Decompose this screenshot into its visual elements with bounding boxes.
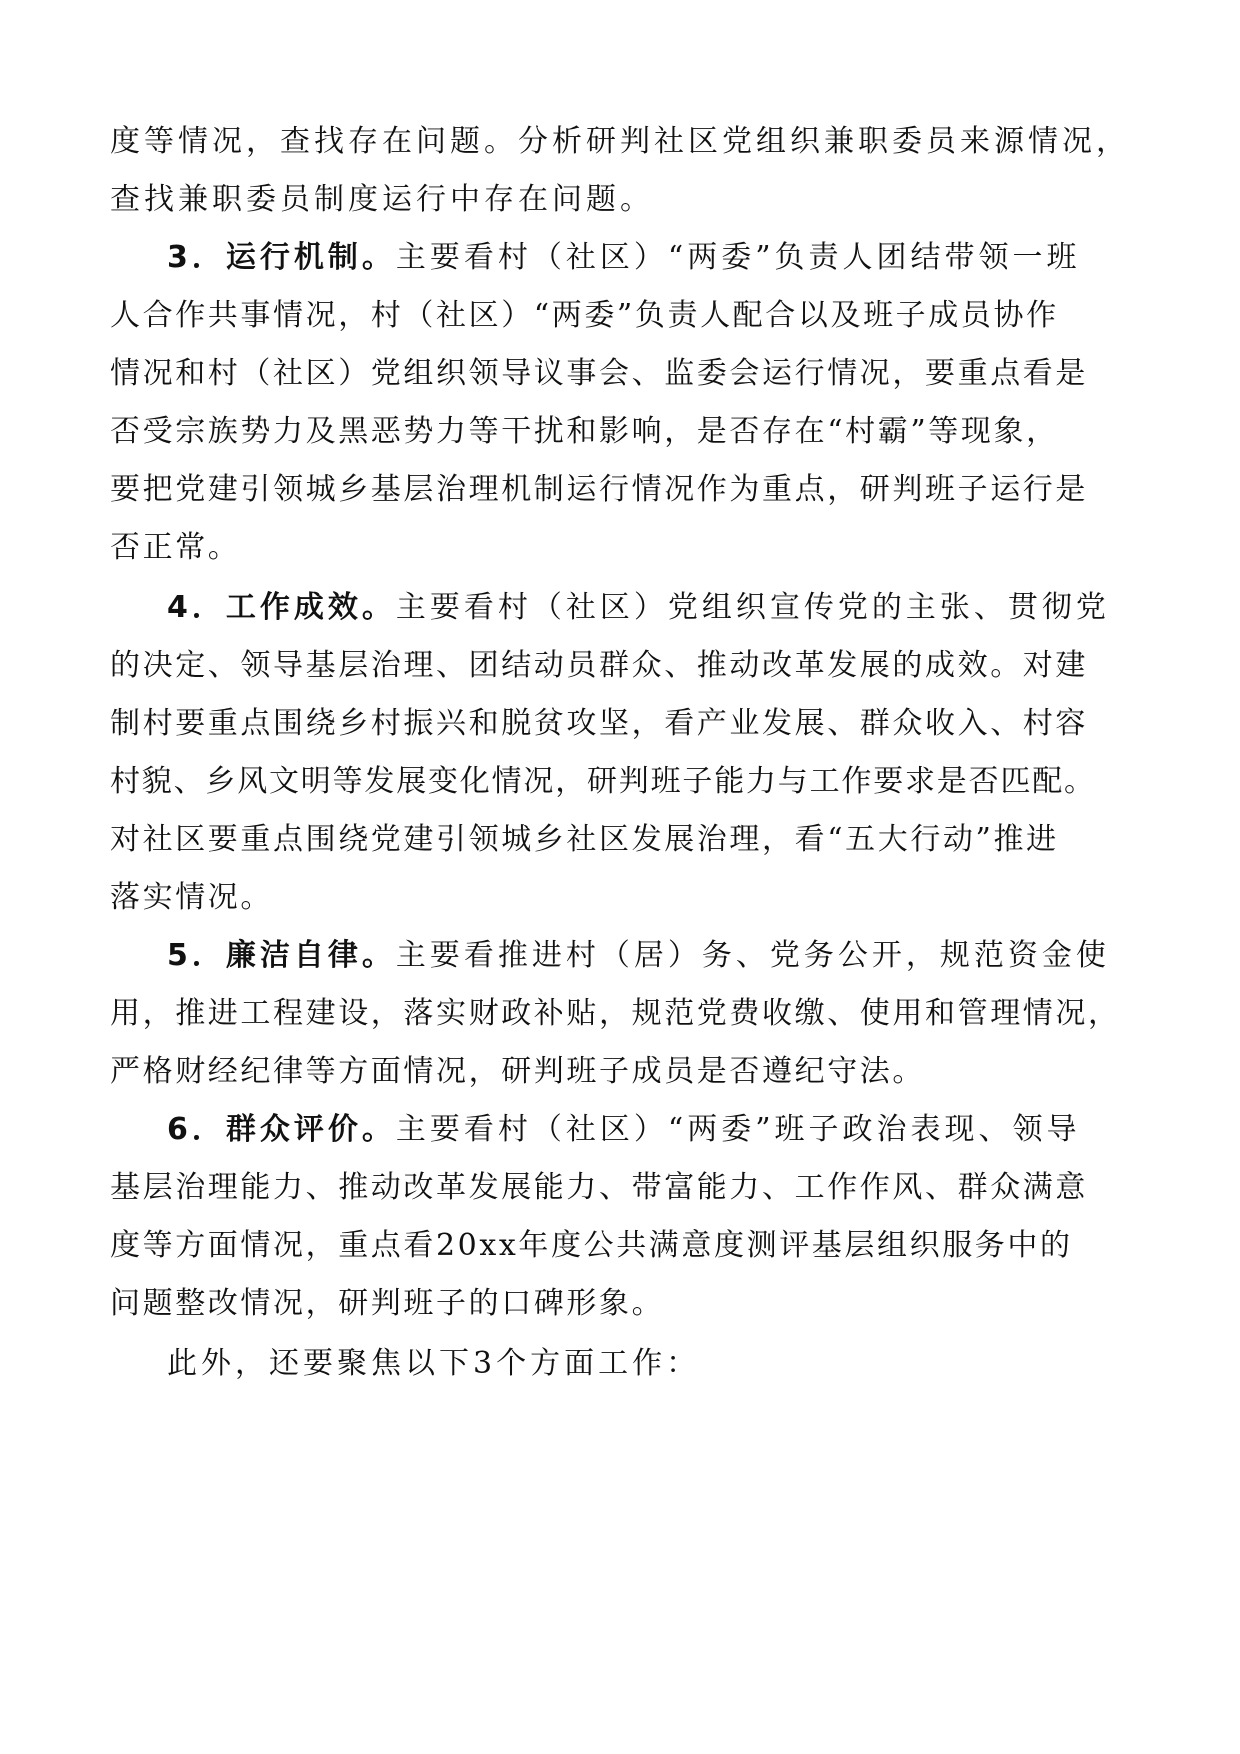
section-3-line: 要把党建引领城乡基层治理机制运行情况作为重点，研判班子运行是 — [110, 472, 1088, 507]
section-4-line: 落实情况。 — [110, 880, 273, 915]
section-5-line: 严格财经纪律等方面情况，研判班子成员是否遵纪守法。 — [110, 1054, 925, 1089]
section-3-first-line — [0, 238, 1240, 278]
section-5-heading: 廉洁自律。 — [225, 938, 396, 973]
section-6-heading: 群众评价。 — [225, 1112, 396, 1147]
section-4-heading: 工作成效。 — [225, 590, 396, 625]
section-4-line: 村貌、乡风文明等发展变化情况，研判班子能力与工作要求是否匹配。 — [110, 764, 1096, 799]
section-4-line: 制村要重点围绕乡村振兴和脱贫攻坚，看产业发展、群众收入、村容 — [110, 706, 1088, 741]
section-3-line: 情况和村（社区）党组织领导议事会、监委会运行情况，要重点看是 — [110, 356, 1088, 391]
section-4-first-line — [0, 588, 1240, 628]
section-6-line: 度等方面情况，重点看20xx年度公共满意度测评基层组织服务中的 — [110, 1228, 1073, 1263]
section-6-text: 主要看村（社区）“两委”班子政治表现、领导 — [395, 1112, 1081, 1147]
section-4-line: 的决定、领导基层治理、团结动员群众、推动改革发展的成效。对建 — [110, 648, 1088, 683]
section-5-first-line — [0, 936, 1240, 976]
section-6-first-line — [0, 1110, 1240, 1150]
section-3-heading: 运行机制。 — [225, 240, 396, 275]
section-4-text: 主要看村（社区）党组织宣传党的主张、贯彻党 — [395, 590, 1110, 625]
section-5-number: 5． — [167, 938, 226, 973]
section-6-line: 问题整改情况，研判班子的口碑形象。 — [110, 1286, 665, 1321]
section-3-line: 否正常。 — [110, 530, 241, 565]
intro-line-1: 度等情况，查找存在问题。分析研判社区党组织兼职委员来源情况， — [110, 124, 1130, 159]
section-5-line: 用，推进工程建设，落实财政补贴，规范党费收缴、使用和管理情况， — [110, 996, 1121, 1031]
section-4-number: 4． — [167, 590, 226, 625]
section-3-number: 3． — [167, 240, 226, 275]
section-4-line: 对社区要重点围绕党建引领城乡社区发展治理，看“五大行动”推进 — [110, 822, 1059, 857]
section-3-text: 主要看村（社区）“两委”负责人团结带领一班 — [395, 240, 1081, 275]
section-6-line: 基层治理能力、推动改革发展能力、带富能力、工作作风、群众满意 — [110, 1170, 1088, 1205]
intro-line-2: 查找兼职委员制度运行中存在问题。 — [110, 182, 654, 217]
section-5-text: 主要看推进村（居）务、党务公开，规范资金使 — [395, 938, 1110, 973]
section-6-number: 6． — [167, 1112, 226, 1147]
section-3-line: 否受宗族势力及黑恶势力等干扰和影响，是否存在“村霸”等现象， — [110, 414, 1059, 449]
section-3-line: 人合作共事情况，村（社区）“两委”负责人配合以及班子成员协作 — [110, 298, 1059, 333]
closing-line: 此外，还要聚焦以下3个方面工作： — [167, 1346, 701, 1381]
